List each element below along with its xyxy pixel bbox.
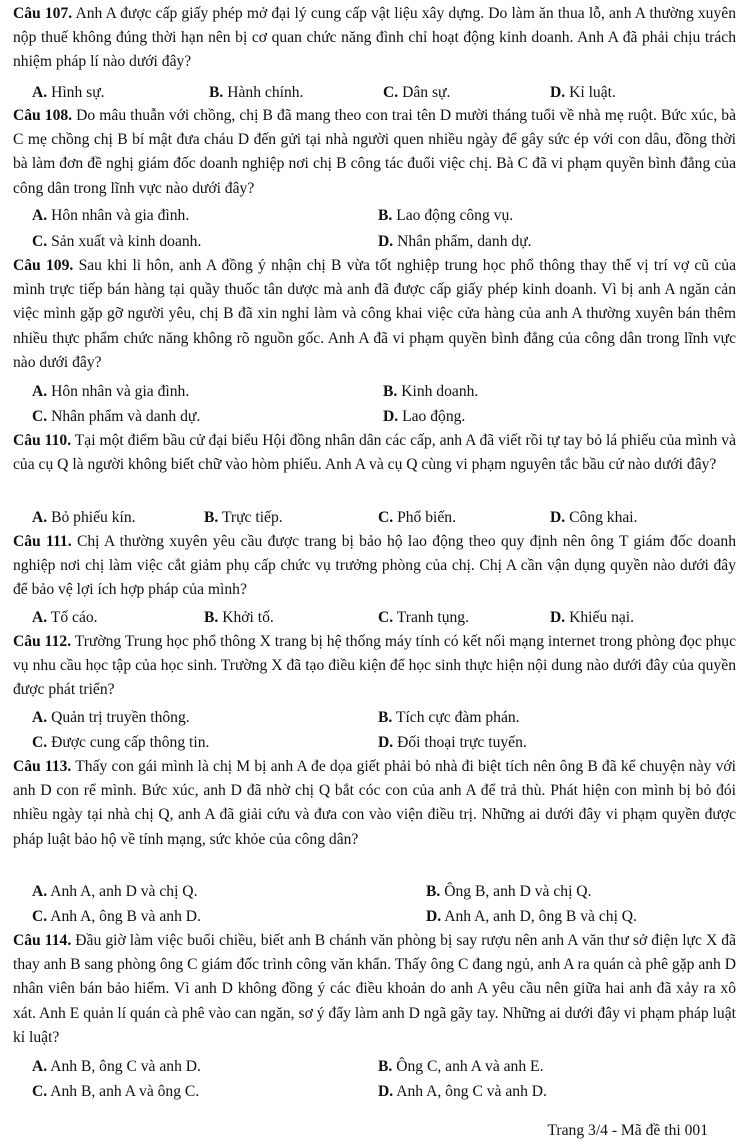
option-c[interactable]: [383, 81, 450, 105]
option-d[interactable]: [383, 405, 465, 429]
question-number: Câu 108.: [13, 107, 73, 124]
option-letter: C.: [383, 84, 399, 101]
option-letter: D.: [550, 509, 566, 526]
option-text: Anh A, anh D, ông B và chị Q.: [444, 908, 637, 925]
question-text: Chị A thường xuyên yêu cầu được trang bị bảo hộ lao động theo quy định nên ông T giám đốc doanh nghiệp nơi chị làm việc cắt giảm phụ cấp chức vụ trưởng phòng của chị. Chị A cần vận dụng quyền nào dưới đây để bảo vệ lợi ích hợp pháp của mình?: [13, 533, 736, 599]
option-text: Đối thoại trực tuyến.: [397, 734, 527, 751]
option-letter: C.: [32, 233, 48, 250]
option-text: Dân sự.: [402, 84, 451, 101]
option-letter: B.: [209, 84, 224, 101]
option-text: Hôn nhân và gia đình.: [51, 207, 190, 224]
question-number: Câu 111.: [13, 533, 72, 550]
option-d[interactable]: [550, 81, 616, 105]
option-letter: B.: [378, 207, 393, 224]
option-a[interactable]: [32, 880, 197, 904]
option-text: Tranh tụng.: [396, 609, 470, 626]
option-b[interactable]: [204, 606, 274, 630]
question-111: [13, 530, 736, 603]
option-text: Nhân phẩm, danh dự.: [397, 233, 532, 250]
option-text: Phổ biến.: [397, 509, 456, 526]
option-letter: A.: [32, 84, 48, 101]
option-letter: A.: [32, 509, 48, 526]
option-letter: D.: [383, 408, 399, 425]
option-b[interactable]: [204, 506, 283, 530]
question-text: Sau khi li hôn, anh A đồng ý nhận chị B vừa tốt nghiệp trung học phổ thông thay thế vị trí vợ cũ của mình trực tiếp bán hàng tại quầy thuốc tân dược mà anh đã được cấp giấy phép kinh doanh. Vì bị anh A ngăn cản việc mình gặp gỡ người yêu, chị B đã xin nghỉ làm và công khai việc cửa hàng của anh A thường xuyên bán thêm nhiều thực phẩm chức năng không rõ nguồn gốc. Anh A đã vi phạm quyền bình đẳng của công dân trong lĩnh vực nào dưới đây?: [13, 257, 736, 371]
question-number: Câu 114.: [13, 932, 72, 949]
option-letter: C.: [32, 734, 48, 751]
option-text: Anh A, ông B và anh D.: [50, 908, 201, 925]
question-108: [13, 104, 736, 201]
question-number: Câu 109.: [13, 257, 74, 274]
option-text: Hành chính.: [227, 84, 304, 101]
question-text: Tại một điểm bầu cử đại biểu Hội đồng nhân dân các cấp, anh A đã viết rồi tự tay bỏ lá phiếu của mình và của cụ Q là người không biết chữ vào hòm phiếu. Anh A và cụ Q cùng vi phạm nguyên tắc bầu cử nào dưới đây?: [13, 432, 736, 474]
option-letter: A.: [32, 609, 48, 626]
option-c[interactable]: [32, 1080, 199, 1104]
option-a[interactable]: [32, 204, 189, 228]
option-letter: B.: [426, 883, 441, 900]
option-letter: A.: [32, 883, 48, 900]
option-letter: D.: [378, 233, 394, 250]
option-letter: C.: [32, 908, 48, 925]
option-letter: A.: [32, 1058, 48, 1075]
option-d[interactable]: [378, 731, 527, 755]
option-letter: B.: [378, 709, 393, 726]
option-letter: D.: [378, 734, 394, 751]
page-footer: Trang 3/4 - Mã đề thi 001: [547, 1122, 708, 1139]
option-text: Lao động.: [402, 408, 466, 425]
question-text: Đầu giờ làm việc buổi chiều, biết anh B chánh văn phòng bị say rượu nên anh A văn thư sở điện lực X đã thay anh B sang phòng ông C giám đốc trình công văn khẩn. Thấy ông C đang ngủ, anh A ra quán cà phê gặp anh D nhân viên bán bảo hiểm. Vì anh D không đồng ý các điều khoản do anh A yêu cầu nên giữa hai anh đã xảy ra xô xát. Anh E quản lí quán cà phê vào can ngăn, sơ ý đẩy làm anh D ngã gãy tay. Những ai dưới đây vi phạm pháp luật kỉ luật?: [13, 932, 737, 1046]
question-number: Câu 112.: [13, 633, 72, 650]
option-text: Kỉ luật.: [569, 84, 616, 101]
question-114: [13, 929, 736, 1050]
option-c[interactable]: [378, 506, 456, 530]
option-text: Hôn nhân và gia đình.: [51, 383, 190, 400]
option-c[interactable]: [32, 905, 201, 929]
option-a[interactable]: [32, 380, 189, 404]
option-b[interactable]: [378, 1055, 543, 1079]
question-text: Anh A được cấp giấy phép mở đại lý cung cấp vật liệu xây dựng. Do làm ăn thua lỗ, anh A thường xuyên nộp thuế không đúng thời hạn nên bị cơ quan chức năng đình chỉ hoạt động kinh doanh. Anh A đã phải chịu trách nhiệm pháp lí nào dưới đây?: [13, 5, 736, 71]
option-letter: B.: [383, 383, 398, 400]
option-text: Ông C, anh A và anh E.: [396, 1058, 544, 1075]
option-d[interactable]: [550, 606, 634, 630]
option-a[interactable]: [32, 606, 98, 630]
question-number: Câu 107.: [13, 5, 73, 22]
option-letter: C.: [32, 408, 48, 425]
question-number: Câu 113.: [13, 758, 72, 775]
option-text: Được cung cấp thông tin.: [51, 734, 210, 751]
option-a[interactable]: [32, 81, 105, 105]
option-letter: A.: [32, 383, 48, 400]
option-text: Bỏ phiếu kín.: [51, 509, 136, 526]
option-c[interactable]: [378, 606, 469, 630]
option-b[interactable]: [209, 81, 303, 105]
option-text: Anh B, ông C và anh D.: [50, 1058, 201, 1075]
option-text: Anh A, anh D và chị Q.: [50, 883, 198, 900]
option-a[interactable]: [32, 706, 190, 730]
option-text: Anh B, anh A và ông C.: [50, 1083, 200, 1100]
question-text: Thấy con gái mình là chị M bị anh A đe dọa giết phải bỏ nhà đi biệt tích nên ông B đã kể chuyện này với anh D con rể mình. Bức xúc, anh D đã nhờ chị Q bắt cóc con của anh A để trả thù. Phát hiện con mình bị bỏ đói nhiều ngày tại nhà chị Q, anh A đã giải cứu và đưa con vào viện điều trị. Những ai dưới đây vi phạm quyền được pháp luật bảo hộ về tính mạng, sức khỏe của công dân?: [13, 758, 736, 848]
option-text: Tích cực đàm phán.: [395, 709, 520, 726]
option-text: Sản xuất và kinh doanh.: [51, 233, 202, 250]
question-112: [13, 630, 736, 703]
option-text: Công khai.: [569, 509, 638, 526]
option-text: Kinh doanh.: [401, 383, 479, 400]
question-109: [13, 254, 736, 375]
option-letter: D.: [550, 84, 566, 101]
option-letter: B.: [204, 509, 219, 526]
option-a[interactable]: [32, 506, 136, 530]
option-letter: B.: [378, 1058, 393, 1075]
option-text: Lao động công vụ.: [396, 207, 514, 224]
question-107: [13, 2, 736, 75]
option-letter: B.: [204, 609, 219, 626]
question-text: Trường Trung học phổ thông X trang bị hệ thống máy tính có kết nối mạng internet trong phòng đọc phục vụ nhu cầu học tập của học sinh. Trường X đã tạo điều kiện để học sinh thực hiện nội dung nào dưới đây của quyền được phát triển?: [13, 633, 736, 699]
option-c[interactable]: [32, 230, 201, 254]
question-number: Câu 110.: [13, 432, 72, 449]
option-letter: D.: [426, 908, 442, 925]
option-text: Ông B, anh D và chị Q.: [444, 883, 592, 900]
question-110: [13, 429, 736, 477]
option-a[interactable]: [32, 1055, 201, 1079]
option-text: Trực tiếp.: [221, 509, 283, 526]
option-letter: C.: [378, 609, 394, 626]
option-text: Tố cáo.: [50, 609, 98, 626]
option-letter: C.: [378, 509, 394, 526]
option-d[interactable]: [426, 905, 637, 929]
option-d[interactable]: [378, 230, 532, 254]
option-b[interactable]: [383, 380, 478, 404]
option-d[interactable]: [378, 1080, 547, 1104]
option-text: Quản trị truyền thông.: [51, 709, 190, 726]
option-text: Hình sự.: [51, 84, 105, 101]
option-d[interactable]: [550, 506, 638, 530]
option-letter: A.: [32, 709, 48, 726]
option-b[interactable]: [378, 204, 513, 228]
question-113: [13, 755, 736, 852]
option-c[interactable]: [32, 731, 209, 755]
option-text: Khởi tố.: [222, 609, 274, 626]
option-letter: D.: [378, 1083, 394, 1100]
option-letter: D.: [550, 609, 566, 626]
option-text: Anh A, ông C và anh D.: [396, 1083, 547, 1100]
option-letter: C.: [32, 1083, 48, 1100]
option-letter: A.: [32, 207, 48, 224]
option-b[interactable]: [378, 706, 520, 730]
option-c[interactable]: [32, 405, 200, 429]
option-b[interactable]: [426, 880, 591, 904]
option-text: Nhân phẩm và danh dự.: [51, 408, 201, 425]
option-text: Khiếu nại.: [569, 609, 635, 626]
question-text: Do mâu thuẫn với chồng, chị B đã mang theo con trai tên D mười tháng tuổi về nhà mẹ ruột. Bức xúc, bà C mẹ chồng chị B bí mật đưa cháu D đến gửi tại nhà người quen nhiều ngày để gây sức ép với con dâu, đồng thời bà làm đơn đề nghị giám đốc doanh nghiệp nơi chị B công tác đuổi việc chị. Bà C đã vi phạm quyền bình đẳng của công dân trong lĩnh vực nào dưới đây?: [13, 107, 736, 197]
